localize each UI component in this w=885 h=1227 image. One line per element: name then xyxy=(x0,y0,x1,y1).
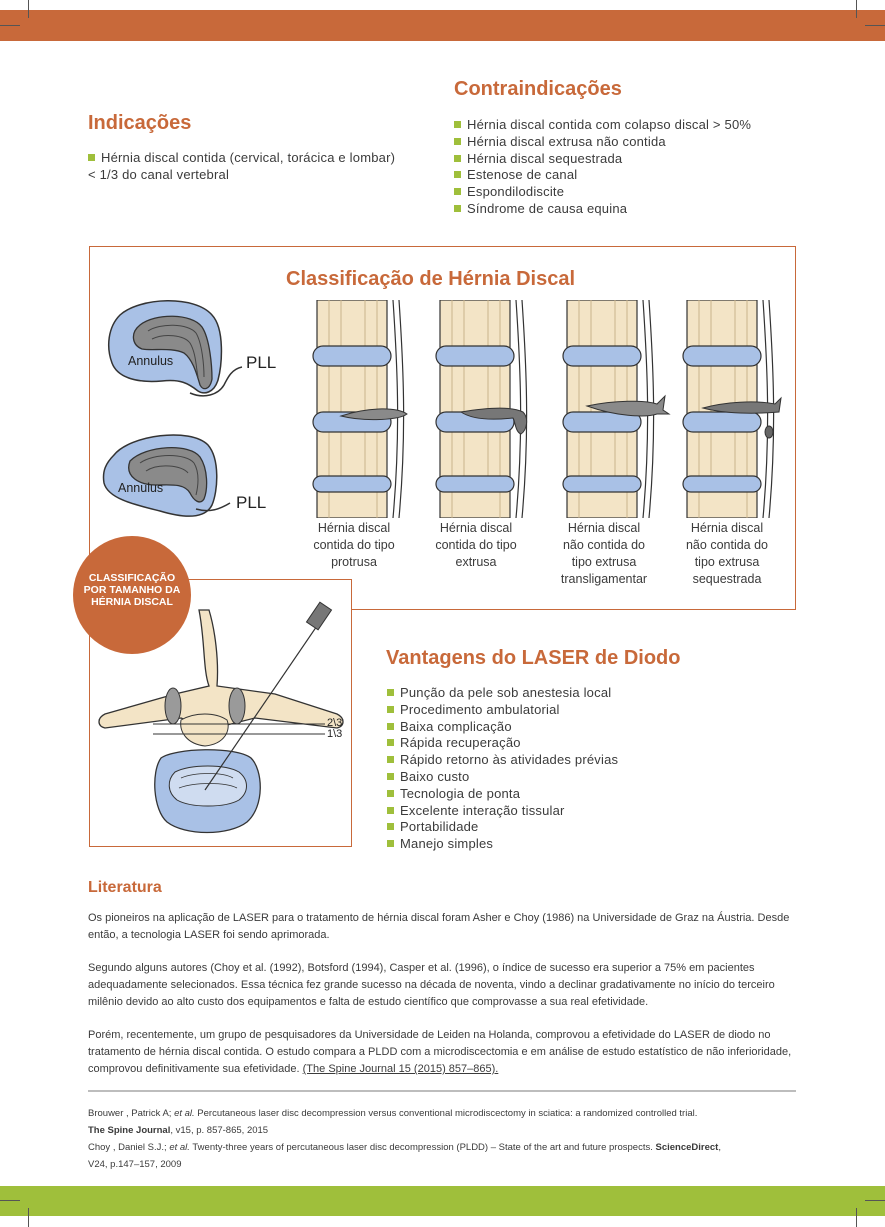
bullet-square-icon xyxy=(387,739,394,746)
list-item: Procedimento ambulatorial xyxy=(387,702,618,719)
list-item: Baixo custo xyxy=(387,769,618,786)
list-item: Hérnia discal sequestrada xyxy=(454,151,751,168)
literatura-body xyxy=(88,910,798,1094)
indicacoes-title: Indicações xyxy=(88,112,192,134)
bullet-square-icon xyxy=(387,689,394,696)
crop-mark xyxy=(865,1200,885,1201)
contraindicacoes-title: Contraindicações xyxy=(454,78,622,100)
list-item: Hérnia discal contida (cervical, torácica e lombar) xyxy=(88,150,395,167)
list-item: Hérnia discal extrusa não contida xyxy=(454,134,751,151)
literatura-title: Literatura xyxy=(88,879,162,896)
disc-cross-section-top xyxy=(109,301,242,396)
bullet-square-icon xyxy=(88,154,95,161)
references xyxy=(88,1105,800,1173)
indicacoes-list xyxy=(88,150,395,167)
spine-sequestrada xyxy=(683,300,781,518)
pll-label: PLL xyxy=(246,353,277,372)
crop-mark xyxy=(28,1208,29,1227)
spine-extrusa xyxy=(436,300,527,518)
caption-sequestrada: Hérnia discal não contida do tipo extrusa sequestrada xyxy=(685,521,768,586)
vantagens-list xyxy=(387,685,618,853)
bullet-square-icon xyxy=(387,773,394,780)
crop-mark xyxy=(856,1208,857,1227)
list-item: Tecnologia de ponta xyxy=(387,786,618,803)
crop-mark xyxy=(856,0,857,18)
list-item: Excelente interação tissular xyxy=(387,803,618,820)
bullet-square-icon xyxy=(454,188,461,195)
caption-extrusa: Hérnia discal contida do tipo extrusa xyxy=(435,521,517,569)
bottom-color-bar xyxy=(0,1186,885,1216)
list-item: Hérnia discal contida com colapso discal > 50% xyxy=(454,117,751,134)
crop-mark xyxy=(0,25,20,26)
caption-transligamentar: Hérnia discal não contida do tipo extrusa transligamentar xyxy=(560,521,648,586)
crop-mark xyxy=(865,25,885,26)
literatura-paragraph: Segundo alguns autores (Choy et al. (1992), Botsford (1994), Casper et al. (1996), o índice de sucesso era superior a 75% em pacientes adequadamente selecionados. Essa técnica fez grande sucesso na década de noventa, vindo a declinar gradativamente no início do terceiro milênio devido ao alto custo dos equipamentos e falta de estudo científico que comprovasse a sua real efetividade. xyxy=(88,962,775,1008)
list-item: Estenose de canal xyxy=(454,167,751,184)
list-item: Portabilidade xyxy=(387,819,618,836)
bullet-square-icon xyxy=(454,205,461,212)
reference-2: Choy , Daniel S.J.; et al. Twenty-three years of percutaneous laser disc decompression (PLDD) – State of the art and future prospects. ScienceDirect, V24, p.147–157, 2009 xyxy=(88,1142,721,1170)
bullet-square-icon xyxy=(387,723,394,730)
one-third-label: 1\3 xyxy=(327,728,343,740)
list-item: Espondilodiscite xyxy=(454,184,751,201)
annulus-label: Annulus xyxy=(118,481,164,495)
literatura-paragraph: Porém, recentemente, um grupo de pesquisadores da Universidade de Leiden na Holanda, comprovou a efetividade do LASER de diodo no tratamento de hérnia discal contida. O estudo compara a PLDD com a microdiscectomia e em análise de estudo estatístico de não inferioridade, comprovou definitivamente sua efetividade. (The Spine Journal 15 (2015) 857–865). xyxy=(88,1029,792,1075)
bullet-square-icon xyxy=(387,840,394,847)
spine-transligamentar xyxy=(563,300,669,518)
contraindicacoes-list xyxy=(454,117,751,218)
list-item: Síndrome de causa equina xyxy=(454,201,751,218)
spine-protrusa xyxy=(313,300,407,518)
list-item: Baixa complicação xyxy=(387,719,618,736)
bullet-square-icon xyxy=(454,138,461,145)
annulus-label: Annulus xyxy=(128,354,174,368)
bullet-square-icon xyxy=(387,807,394,814)
caption-protrusa: Hérnia discal contida do tipo protrusa xyxy=(313,521,395,569)
list-item: Punção da pele sob anestesia local xyxy=(387,685,618,702)
crop-mark xyxy=(28,0,29,18)
bullet-square-icon xyxy=(454,171,461,178)
list-item: Rápido retorno às atividades prévias xyxy=(387,752,618,769)
bullet-square-icon xyxy=(387,706,394,713)
bullet-square-icon xyxy=(387,790,394,797)
bullet-square-icon xyxy=(454,155,461,162)
crop-mark xyxy=(0,1200,20,1201)
spine-columns-illustration xyxy=(305,300,785,518)
bullet-square-icon xyxy=(454,121,461,128)
vantagens-title: Vantagens do LASER de Diodo xyxy=(386,647,681,669)
top-color-bar xyxy=(0,10,885,41)
disc-cross-section-bottom xyxy=(103,435,230,516)
spine-journal-link[interactable]: (The Spine Journal 15 (2015) 857–865). xyxy=(302,1063,499,1075)
bullet-square-icon xyxy=(387,756,394,763)
literatura-paragraph: Os pioneiros na aplicação de LASER para o tratamento de hérnia discal foram Asher e Choy (1986) na Universidade de Graz na Áustria. Desde então, a tecnologia LASER foi sendo aprimorada. xyxy=(88,912,790,941)
divider xyxy=(88,1090,796,1092)
list-item: Manejo simples xyxy=(387,836,618,853)
reference-1: Brouwer , Patrick A; et al. Percutaneous laser disc decompression versus conventional microdiscectomy in sciatica: a randomized controlled trial. The Spine Journal, v15, p. 857-865, 2015 xyxy=(88,1108,698,1136)
classificacao-title: Classificação de Hérnia Discal xyxy=(286,268,576,290)
indicacoes-continuation: < 1/3 do canal vertebral xyxy=(88,167,230,182)
list-item: Rápida recuperação xyxy=(387,735,618,752)
bullet-square-icon xyxy=(387,823,394,830)
two-thirds-label: 2\3 xyxy=(327,717,343,729)
pll-label: PLL xyxy=(236,493,267,512)
tamanho-badge: CLASSIFICAÇÃO POR TAMANHO DA HÉRNIA DISCAL xyxy=(73,536,191,654)
